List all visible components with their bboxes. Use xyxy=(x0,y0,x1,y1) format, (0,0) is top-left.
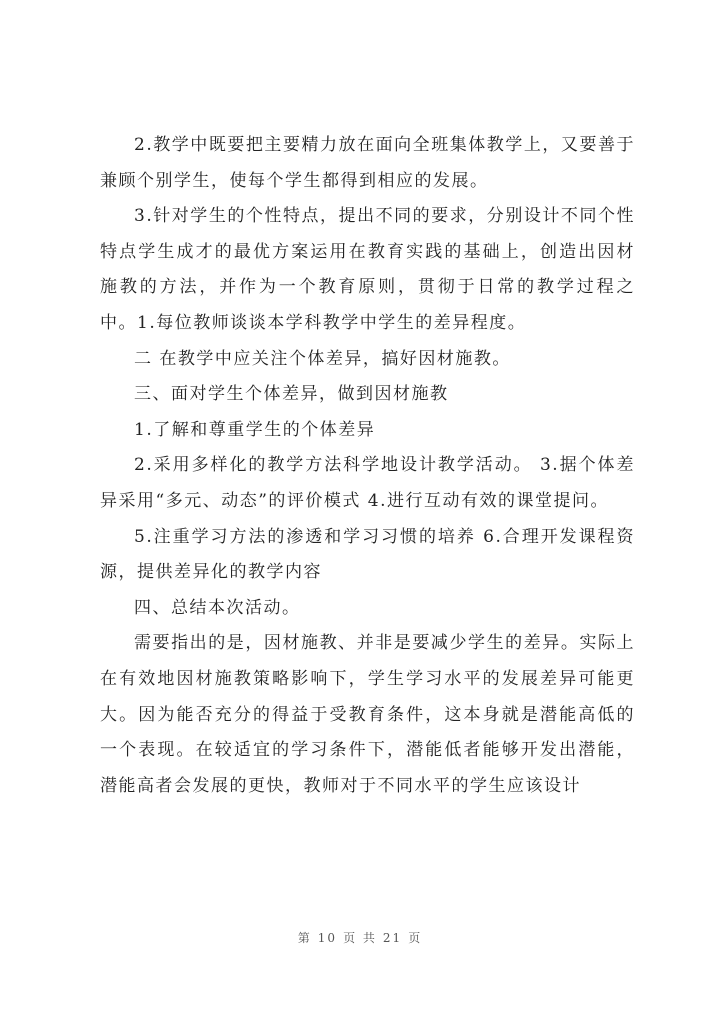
paragraph-6: 2.采用多样化的教学方法科学地设计教学活动。 3.据个体差异采用“多元、动态”的评价模式 4.进行互动有效的课堂提问。 xyxy=(100,455,635,511)
footer-current-page: 10 xyxy=(317,931,338,945)
footer-middle: 页 共 xyxy=(343,931,377,945)
paragraph-4: 三、面对学生个体差异，做到因材施教 xyxy=(134,384,449,405)
page-footer xyxy=(0,929,720,946)
page-body xyxy=(100,128,635,804)
paragraph-7: 5.注重学习方法的渗透和学习习惯的培养 6.合理开发课程资源，提供差异化的教学内容 xyxy=(100,526,635,583)
paragraph-9: 需要指出的是，因材施教、并非是要减少学生的差异。实际上在有效地因材施教策略影响下，学生学习水平的发展差异可能更大。因为能否充分的得益于受教育条件，这本身就是潜能高低的一个表现。在较适宜的学习条件下，潜能低者能够开发出潜能，潜能高者会发展的更快，教师对于不同水平的学生应该设计 xyxy=(100,633,635,796)
paragraph-5: 1.了解和尊重学生的个体差异 xyxy=(134,419,376,440)
paragraph-1: 2.教学中既要把主要精力放在面向全班集体教学上，又要善于兼顾个别学生，使每个学生都得到相应的发展。 xyxy=(100,135,635,191)
paragraph-2: 3.针对学生的个性特点，提出不同的要求，分别设计不同个性特点学生成才的最优方案运用在教育实践的基础上，创造出因材施教的方法，并作为一个教育原则，贯彻于日常的教学过程之中。1.每位教师谈谈本学科教学中学生的差异程度。 xyxy=(100,206,635,333)
footer-total-pages: 21 xyxy=(382,931,403,945)
footer-suffix: 页 xyxy=(408,931,423,945)
paragraph-8: 四、总结本次活动。 xyxy=(134,597,301,618)
footer-prefix: 第 xyxy=(297,931,312,945)
paragraph-3: 二 在教学中应关注个体差异，搞好因材施教。 xyxy=(134,348,511,369)
